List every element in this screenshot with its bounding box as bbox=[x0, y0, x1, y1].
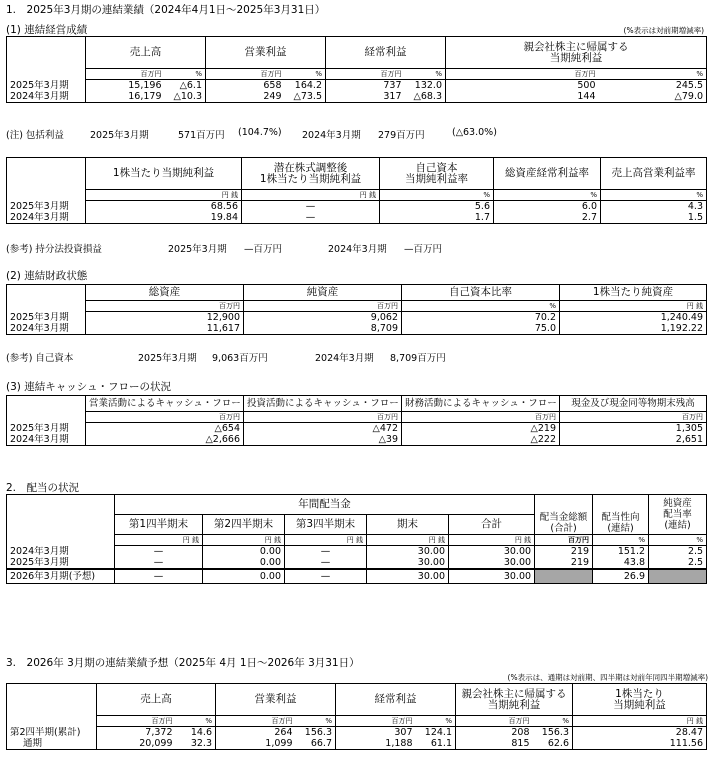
table-cell: 7,372 bbox=[97, 727, 176, 739]
table-cell: 43.8 bbox=[593, 557, 649, 569]
table-cell: — bbox=[285, 557, 367, 569]
table-cell: 2025年3月期 bbox=[7, 80, 86, 92]
results-table bbox=[6, 36, 707, 103]
table-cell bbox=[7, 535, 115, 546]
table-cell: 30.00 bbox=[449, 546, 535, 558]
table-cell: 2025年3月期 bbox=[7, 423, 86, 435]
table-cell: 11,617 bbox=[86, 323, 244, 335]
table-cell: 自己資本 当期純利益率 bbox=[380, 158, 494, 190]
table-cell: % bbox=[649, 535, 707, 546]
text-value: 2024年3月期 bbox=[302, 130, 361, 141]
table-cell: 144 bbox=[446, 91, 599, 103]
table-cell: 26.9 bbox=[593, 569, 649, 583]
table-cell: △73.5 bbox=[285, 91, 326, 103]
table-cell: 百万円 bbox=[86, 69, 165, 80]
table-cell: 30.00 bbox=[367, 569, 449, 583]
table-cell: % bbox=[416, 716, 456, 727]
corner-cell bbox=[7, 37, 86, 69]
table-cell: 30.00 bbox=[367, 557, 449, 569]
table-cell: 2,651 bbox=[560, 434, 707, 446]
table-cell: 124.1 bbox=[416, 727, 456, 739]
table-cell: % bbox=[494, 190, 601, 201]
table-cell: 投資活動によるキャッシュ・フロー bbox=[244, 396, 402, 412]
table-cell: 6.0 bbox=[494, 201, 601, 213]
table-row bbox=[7, 738, 707, 750]
table-cell bbox=[7, 158, 86, 190]
table-cell: 円 銭 bbox=[367, 535, 449, 546]
table-cell: % bbox=[593, 535, 649, 546]
table-row bbox=[7, 423, 707, 435]
table-cell: 0.00 bbox=[203, 557, 285, 569]
table-cell: 通期 bbox=[7, 738, 97, 750]
table-cell: 第2四半期(累計) bbox=[7, 727, 97, 739]
table-cell: 219 bbox=[535, 546, 593, 558]
text-value: 2025年3月期 bbox=[168, 244, 227, 255]
table-cell bbox=[7, 285, 86, 301]
table-cell: △68.3 bbox=[405, 91, 446, 103]
table-cell bbox=[7, 301, 86, 312]
table-cell: 親会社株主に帰属する 当期純利益 bbox=[456, 684, 573, 716]
table-cell: 純資産 bbox=[244, 285, 402, 301]
table-cell: 1,305 bbox=[560, 423, 707, 435]
table-cell: 百万円 bbox=[244, 301, 402, 312]
table-cell: 2.5 bbox=[649, 546, 707, 558]
table-cell: 66.7 bbox=[296, 738, 336, 750]
results-note: (%表示は対前期増減率) bbox=[623, 26, 704, 35]
table-cell: 配当金総額 (合計) bbox=[535, 495, 593, 535]
table-cell: △6.1 bbox=[165, 80, 206, 92]
table-cell: % bbox=[176, 716, 216, 727]
table-cell: 2024年3月期 bbox=[7, 434, 86, 446]
table-cell: 百万円 bbox=[402, 412, 560, 423]
table-cell: — bbox=[242, 201, 380, 213]
table-cell: 潜在株式調整後 1株当たり当期純利益 bbox=[242, 158, 380, 190]
table-cell: % bbox=[405, 69, 446, 80]
text-value: (104.7%) bbox=[238, 127, 282, 138]
table-cell: % bbox=[296, 716, 336, 727]
table-cell: 2024年3月期 bbox=[7, 91, 86, 103]
table-row-forecast bbox=[7, 569, 707, 583]
table-cell: % bbox=[599, 69, 707, 80]
table-cell bbox=[7, 69, 86, 80]
text-value: (△63.0%) bbox=[452, 127, 497, 138]
table-cell: 円 銭 bbox=[115, 535, 203, 546]
table-cell: 総資産 bbox=[86, 285, 244, 301]
table-cell: 純資産 配当率 (連結) bbox=[649, 495, 707, 535]
per-share-table bbox=[6, 157, 707, 224]
table-cell: 658 bbox=[206, 80, 285, 92]
table-cell: 第2四半期末 bbox=[203, 515, 285, 535]
table-cell: 総資産経常利益率 bbox=[494, 158, 601, 190]
table-cell: 28.47 bbox=[573, 727, 707, 739]
table-cell: 円 銭 bbox=[86, 190, 242, 201]
text-value: 8,709百万円 bbox=[390, 353, 446, 364]
table-cell: 307 bbox=[336, 727, 416, 739]
table-cell: 68.56 bbox=[86, 201, 242, 213]
table-cell: 2.5 bbox=[649, 557, 707, 569]
table-cell: 第1四半期末 bbox=[115, 515, 203, 535]
table-cell: 現金及び現金同等物期末残高 bbox=[560, 396, 707, 412]
table-cell: 30.00 bbox=[449, 557, 535, 569]
header-sales: 売上高 bbox=[86, 37, 206, 69]
table-cell: 0.00 bbox=[203, 546, 285, 558]
table-cell: 249 bbox=[206, 91, 285, 103]
table-cell: 156.3 bbox=[533, 727, 573, 739]
table-cell: 1.7 bbox=[380, 212, 494, 224]
table-cell: 円 銭 bbox=[560, 301, 707, 312]
table-row bbox=[7, 312, 707, 324]
table-cell: 1,099 bbox=[216, 738, 296, 750]
table-cell: 1.5 bbox=[601, 212, 707, 224]
table-cell bbox=[7, 412, 86, 423]
table-cell: 1株当たり純資産 bbox=[560, 285, 707, 301]
table-cell: % bbox=[380, 190, 494, 201]
table-cell: 円 銭 bbox=[242, 190, 380, 201]
table-cell: 百万円 bbox=[336, 716, 416, 727]
table-cell: 百万円 bbox=[216, 716, 296, 727]
table-cell: % bbox=[402, 301, 560, 312]
table-cell: 百万円 bbox=[326, 69, 405, 80]
table-row bbox=[7, 727, 707, 739]
table-cell: 15,196 bbox=[86, 80, 165, 92]
header-ordinary-income: 経常利益 bbox=[326, 37, 446, 69]
table-cell: 1,240.49 bbox=[560, 312, 707, 324]
table-cell: 円 銭 bbox=[573, 716, 707, 727]
table-cell: 売上高 bbox=[97, 684, 216, 716]
table-cell: 1,192.22 bbox=[560, 323, 707, 335]
table-cell: % bbox=[533, 716, 573, 727]
table-cell: 156.3 bbox=[296, 727, 336, 739]
text-value: 2025年3月期 bbox=[138, 353, 197, 364]
section3-title: 3. 2026年 3月期の連結業績予想（2025年 4月 1日～2026年 3月31日） bbox=[6, 657, 360, 669]
table-row bbox=[7, 212, 707, 224]
table-cell: 1,188 bbox=[336, 738, 416, 750]
table-cell: 19.84 bbox=[86, 212, 242, 224]
cashflow-table bbox=[6, 395, 707, 446]
table-cell: 62.6 bbox=[533, 738, 573, 750]
table-cell bbox=[7, 716, 97, 727]
dividend-table bbox=[6, 494, 707, 584]
table-cell: 2025年3月期 bbox=[7, 312, 86, 324]
text-value: 279百万円 bbox=[378, 130, 425, 141]
table-cell: 百万円 bbox=[244, 412, 402, 423]
table-cell: 自己資本比率 bbox=[402, 285, 560, 301]
table-cell: 30.00 bbox=[449, 569, 535, 583]
table-cell: △654 bbox=[86, 423, 244, 435]
table-cell: — bbox=[115, 569, 203, 583]
table-cell: △472 bbox=[244, 423, 402, 435]
text-value: —百万円 bbox=[404, 244, 443, 255]
table-cell bbox=[7, 190, 86, 201]
table-cell: 264 bbox=[216, 727, 296, 739]
table-cell: 737 bbox=[326, 80, 405, 92]
table-cell: △10.3 bbox=[165, 91, 206, 103]
table-cell: 2024年3月期 bbox=[7, 212, 86, 224]
own-capital-label: (参考) 自己資本 bbox=[6, 353, 74, 364]
table-cell: — bbox=[115, 546, 203, 558]
table-cell: 百万円 bbox=[97, 716, 176, 727]
financial-table bbox=[6, 284, 707, 335]
table-cell: 百万円 bbox=[535, 535, 593, 546]
text-value: 2024年3月期 bbox=[328, 244, 387, 255]
table-row bbox=[7, 80, 707, 92]
table-cell: △79.0 bbox=[599, 91, 707, 103]
table-cell: △2,666 bbox=[86, 434, 244, 446]
table-cell: 8,709 bbox=[244, 323, 402, 335]
table-row bbox=[7, 91, 707, 103]
table-cell: 1株当たり当期純利益 bbox=[86, 158, 242, 190]
forecast-note: (%表示は、通期は対前期、四半期は対前年同四半期増減率) bbox=[507, 673, 708, 682]
header-operating-income: 営業利益 bbox=[206, 37, 326, 69]
table-cell: 経常利益 bbox=[336, 684, 456, 716]
table-cell: 219 bbox=[535, 557, 593, 569]
table-cell: 営業活動によるキャッシュ・フロー bbox=[86, 396, 244, 412]
section2-title: 2. 配当の状況 bbox=[6, 482, 80, 494]
forecast-table bbox=[6, 683, 707, 750]
text-value: 2025年3月期 bbox=[90, 130, 149, 141]
table-cell: 第3四半期末 bbox=[285, 515, 367, 535]
table-cell: 1株当たり 当期純利益 bbox=[573, 684, 707, 716]
table-cell: 75.0 bbox=[402, 323, 560, 335]
table-cell: % bbox=[601, 190, 707, 201]
table-cell: 百万円 bbox=[560, 412, 707, 423]
table-cell: 0.00 bbox=[203, 569, 285, 583]
table-cell: 円 銭 bbox=[285, 535, 367, 546]
text-value: 571百万円 bbox=[178, 130, 225, 141]
table-cell: 500 bbox=[446, 80, 599, 92]
text-value: 2024年3月期 bbox=[315, 353, 374, 364]
table-cell: △222 bbox=[402, 434, 560, 446]
table-cell: 14.6 bbox=[176, 727, 216, 739]
table-cell: — bbox=[285, 569, 367, 583]
table-cell: 20,099 bbox=[97, 738, 176, 750]
table-cell: 百万円 bbox=[446, 69, 599, 80]
table-cell: 4.3 bbox=[601, 201, 707, 213]
consolidated-results-heading: (1) 連結経営成績 bbox=[6, 24, 88, 36]
table-cell: 2025年3月期 bbox=[7, 201, 86, 213]
table-cell: 合計 bbox=[449, 515, 535, 535]
table-cell: 百万円 bbox=[456, 716, 533, 727]
table-cell: 61.1 bbox=[416, 738, 456, 750]
equity-method-label: (参考) 持分法投資損益 bbox=[6, 244, 102, 255]
table-cell: 70.2 bbox=[402, 312, 560, 324]
table-cell: — bbox=[115, 557, 203, 569]
table-cell: 配当性向 (連結) bbox=[593, 495, 649, 535]
table-cell: % bbox=[285, 69, 326, 80]
section1-title: 1. 2025年3月期の連結業績（2024年4月1日～2025年3月31日） bbox=[6, 4, 326, 16]
table-cell: 財務活動によるキャッシュ・フロー bbox=[402, 396, 560, 412]
table-cell: 百万円 bbox=[86, 412, 244, 423]
table-cell: 5.6 bbox=[380, 201, 494, 213]
table-cell: % bbox=[165, 69, 206, 80]
table-cell: 円 銭 bbox=[203, 535, 285, 546]
table-cell bbox=[7, 396, 86, 412]
table-cell: 2026年3月期(予想) bbox=[7, 569, 115, 583]
table-cell bbox=[7, 684, 97, 716]
table-cell: 期末 bbox=[367, 515, 449, 535]
table-cell bbox=[7, 495, 115, 535]
table-cell: 164.2 bbox=[285, 80, 326, 92]
table-row bbox=[7, 557, 707, 569]
comprehensive-income-label: (注) 包括利益 bbox=[6, 130, 64, 141]
table-cell: 円 銭 bbox=[449, 535, 535, 546]
header-net-income: 親会社株主に帰属する 当期純利益 bbox=[446, 37, 707, 69]
table-row bbox=[7, 323, 707, 335]
table-cell: 111.56 bbox=[573, 738, 707, 750]
shaded-cell bbox=[535, 569, 593, 583]
table-cell: 売上高営業利益率 bbox=[601, 158, 707, 190]
table-cell: 245.5 bbox=[599, 80, 707, 92]
table-cell: △219 bbox=[402, 423, 560, 435]
table-cell: 317 bbox=[326, 91, 405, 103]
text-value: —百万円 bbox=[244, 244, 283, 255]
table-cell: — bbox=[242, 212, 380, 224]
table-cell: 132.0 bbox=[405, 80, 446, 92]
table-cell: 百万円 bbox=[206, 69, 285, 80]
table-cell: — bbox=[285, 546, 367, 558]
table-cell: 2.7 bbox=[494, 212, 601, 224]
table-row bbox=[7, 546, 707, 558]
table-cell: 12,900 bbox=[86, 312, 244, 324]
table-cell: 208 bbox=[456, 727, 533, 739]
table-cell: 2024年3月期 bbox=[7, 546, 115, 558]
table-cell: 32.3 bbox=[176, 738, 216, 750]
table-cell: 30.00 bbox=[367, 546, 449, 558]
table-row bbox=[7, 434, 707, 446]
table-row bbox=[7, 201, 707, 213]
table-cell: 16,179 bbox=[86, 91, 165, 103]
cashflow-heading: (3) 連結キャッシュ・フローの状況 bbox=[6, 381, 172, 393]
text-value: 9,063百万円 bbox=[212, 353, 268, 364]
table-cell: 百万円 bbox=[86, 301, 244, 312]
table-cell: △39 bbox=[244, 434, 402, 446]
table-cell: 2024年3月期 bbox=[7, 323, 86, 335]
table-cell: 9,062 bbox=[244, 312, 402, 324]
table-cell: 815 bbox=[456, 738, 533, 750]
table-cell: 151.2 bbox=[593, 546, 649, 558]
shaded-cell bbox=[649, 569, 707, 583]
financial-position-heading: (2) 連結財政状態 bbox=[6, 270, 88, 282]
table-cell: 営業利益 bbox=[216, 684, 336, 716]
annual-dividend-header: 年間配当金 bbox=[115, 495, 535, 515]
table-cell: 2025年3月期 bbox=[7, 557, 115, 569]
